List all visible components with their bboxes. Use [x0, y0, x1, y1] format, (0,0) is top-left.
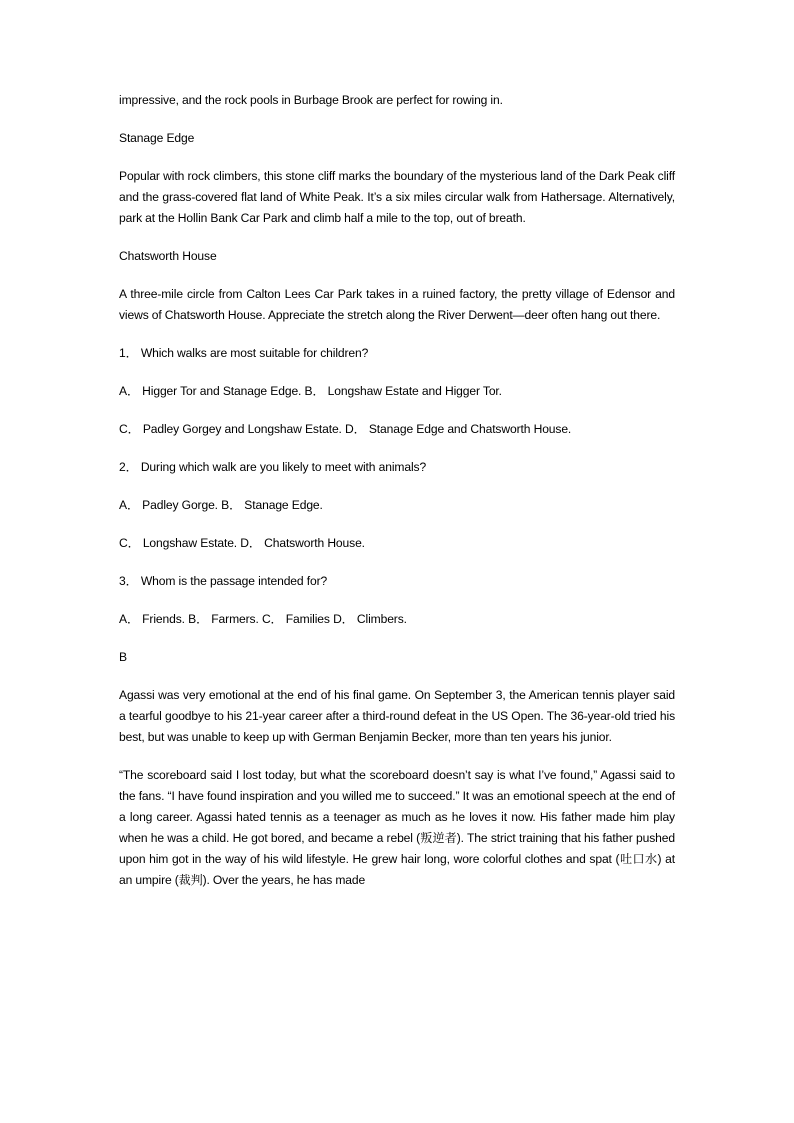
paragraph-chatsworth-house: A three-mile circle from Calton Lees Car Park takes in a ruined factory, the pretty village of Edensor and views of Chatsworth House. Appreciate the stretch along the River Derwent—deer often hang out there. — [119, 287, 675, 322]
paragraph-agassi-2: “The scoreboard said I lost today, but what the scoreboard doesn’t say is what I’ve found,” Agassi said to the fans. “I have found inspiration and you willed me to succeed.” It was an emotional speech at the end of a long career. Agassi hated tennis as a teenager as much as he loves it now. His father made him play when he was a child. He got bored, and became a rebel (叛逆者). The strict training that his father pushed upon him got in the way of his wild lifestyle. He grew hair long, wore colorful clothes and spat (吐口水) at an umpire (裁判). Over the years, he has made — [119, 768, 675, 887]
heading-stanage-edge: Stanage Edge — [119, 131, 195, 145]
question-3-options-row-1: A． Friends. B． Farmers. C． Families D． Climbers. — [119, 612, 407, 626]
heading-chatsworth-house: Chatsworth House — [119, 249, 217, 263]
section-label-b: B — [119, 650, 128, 664]
paragraph-intro-continuation: impressive, and the rock pools in Burbage Brook are perfect for rowing in. — [119, 93, 503, 107]
paragraph-stanage-edge: Popular with rock climbers, this stone cliff marks the boundary of the mysterious land of the Dark Peak cliff and the grass-covered flat land of White Peak. It’s a six miles circular walk from Hathersage. Alternatively, park at the Hollin Bank Car Park and climb half a mile to the top, out of breath. — [119, 169, 675, 225]
paragraph-agassi-1: Agassi was very emotional at the end of his final game. On September 3, the American tennis player said a tearful goodbye to his 21-year career after a third-round defeat in the US Open. The 36-year-old tried his best, but was unable to keep up with German Benjamin Becker, more than ten years his junior. — [119, 688, 675, 744]
question-2-options-row-1: A． Padley Gorge. B． Stanage Edge. — [119, 498, 323, 512]
question-1-options-row-1: A． Higger Tor and Stanage Edge. B． Longshaw Estate and Higger Tor. — [119, 384, 502, 398]
document-body — [119, 90, 675, 908]
question-2-stem: 2． During which walk are you likely to meet with animals? — [119, 460, 427, 474]
question-3-stem: 3． Whom is the passage intended for? — [119, 574, 328, 588]
question-1-stem: 1． Which walks are most suitable for children? — [119, 346, 369, 360]
question-1-options-row-2: C． Padley Gorgey and Longshaw Estate. D． Stanage Edge and Chatsworth House. — [119, 422, 572, 436]
question-2-options-row-2: C． Longshaw Estate. D． Chatsworth House. — [119, 536, 365, 550]
